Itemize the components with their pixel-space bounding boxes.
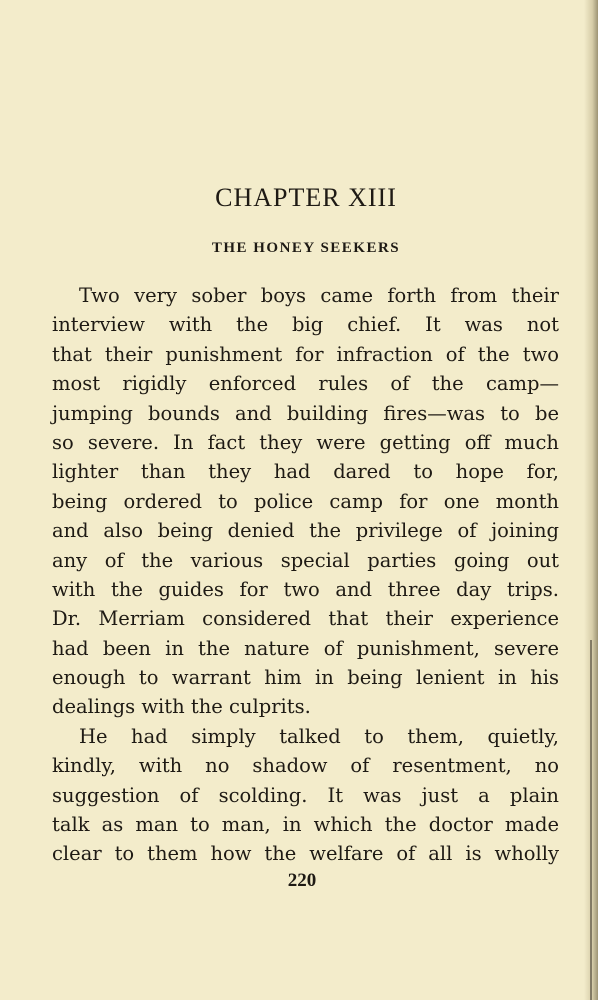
text-line: enough to warrant him in being lenient in his bbox=[52, 666, 559, 690]
text-line: and also being denied the privilege of joining bbox=[52, 519, 559, 543]
chapter-subtitle: THE HONEY SEEKERS bbox=[211, 240, 401, 256]
page-edge-line bbox=[590, 640, 592, 1000]
chapter-title: CHAPTER XIII bbox=[215, 183, 397, 212]
text-line: so severe. In fact they were getting off much bbox=[52, 430, 559, 454]
text-line: that their punishment for infraction of the two bbox=[52, 342, 559, 366]
text-line: Dr. Merriam considered that their experience bbox=[52, 607, 559, 631]
text-line: any of the various special parties going out bbox=[52, 548, 559, 572]
text-line: Two very sober boys came forth from their bbox=[79, 284, 559, 307]
text-line: kindly, with no shadow of resentment, no bbox=[52, 754, 559, 778]
text-line: had been in the nature of punishment, severe bbox=[52, 636, 559, 660]
text-line: clear to them how the welfare of all is wholly bbox=[52, 842, 559, 866]
text-line: dealings with the culprits. bbox=[52, 695, 311, 719]
text-line: talk as man to man, in which the doctor made bbox=[52, 813, 559, 837]
text-line: He had simply talked to them, quietly, bbox=[79, 724, 559, 748]
text-line: interview with the big chief. It was not bbox=[52, 313, 559, 337]
body-text bbox=[52, 281, 559, 869]
text-line: suggestion of scolding. It was just a plain bbox=[52, 783, 559, 807]
text-line: lighter than they had dared to hope for, bbox=[52, 460, 559, 484]
text-line: being ordered to police camp for one month bbox=[52, 489, 559, 513]
text-line: jumping bounds and building fires—was to be bbox=[52, 401, 559, 425]
page-number: 220 bbox=[287, 870, 317, 891]
text-line: with the guides for two and three day trips. bbox=[52, 577, 559, 601]
text-line: most rigidly enforced rules of the camp— bbox=[52, 372, 559, 396]
